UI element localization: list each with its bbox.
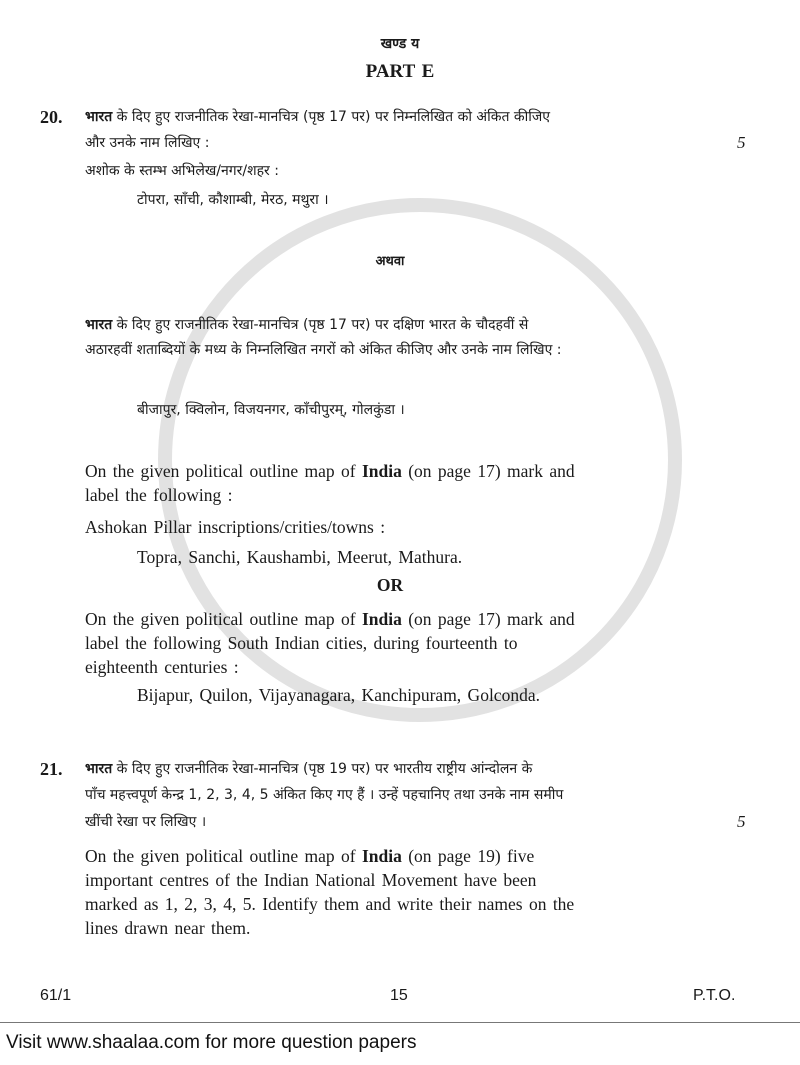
- q20-english-line3: Ashokan Pillar inscriptions/crities/towns :: [85, 517, 386, 537]
- q21-english-line3: marked as 1, 2, 3, 4, 5. Identify them and write their names on the: [85, 894, 575, 914]
- paper-code: 61/1: [40, 987, 72, 1004]
- marks: 5: [737, 812, 746, 831]
- q21-hindi-line1: भारत के दिए हुए राजनीतिक रेखा-मानचित्र (पृष्ठ 19 पर) पर भारतीय राष्ट्रीय आंन्दोलन के: [85, 761, 533, 777]
- marks: 5: [737, 133, 746, 152]
- q20-english-places: Topra, Sanchi, Kaushambi, Meerut, Mathura.: [137, 547, 463, 567]
- q21-hindi-line3: खींची रेखा पर लिखिए ।: [85, 814, 207, 830]
- question-number: 20.: [40, 107, 63, 127]
- q20-english-line1: On the given political outline map of India (on page 17) mark and: [85, 461, 575, 481]
- question-number: 21.: [40, 759, 63, 779]
- page-number: 15: [390, 987, 408, 1004]
- q21-hindi-line2: पाँच महत्त्वपूर्ण केन्द्र 1, 2, 3, 4, 5 अंकित किए गए हैं । उन्हें पहचानिए तथा उनके नाम समीप: [85, 787, 564, 803]
- q20-alt-english-cities: Bijapur, Quilon, Vijayanagara, Kanchipuram, Golconda.: [137, 685, 540, 705]
- q20-hindi-line3: अशोक के स्तम्भ अभिलेख/नगर/शहर :: [85, 163, 279, 179]
- or-hindi: अथवा: [375, 254, 405, 269]
- section-title-english: PART E: [365, 61, 435, 82]
- section-title-hindi: खण्ड य: [380, 36, 420, 52]
- q20-alt-hindi-line1: भारत के दिए हुए राजनीतिक रेखा-मानचित्र (पृष्ठ 17 पर) पर दक्षिण भारत के चौदहवीं से: [85, 317, 529, 333]
- shaalaa-banner-link[interactable]: Visit www.shaalaa.com for more question papers: [6, 1032, 417, 1053]
- q20-alt-english-line3: eighteenth centuries :: [85, 657, 239, 677]
- q20-hindi-places: टोपरा, साँची, कौशाम्बी, मेरठ, मथुरा ।: [137, 192, 329, 208]
- q21-english-line4: lines drawn near them.: [85, 918, 251, 938]
- q21-english-line2: important centres of the Indian National Movement have been: [85, 870, 537, 890]
- q20-alt-hindi-cities: बीजापुर, क्विलोन, विजयनगर, काँचीपुरम्, गोलकुंडा ।: [137, 402, 405, 418]
- q20-english-line2: label the following :: [85, 485, 233, 505]
- pto-label: P.T.O.: [693, 987, 736, 1004]
- q20-alt-hindi-line2: अठारहवीं शताब्दियों के मध्य के निम्नलिखित नगरों को अंकित कीजिए और उनके नाम लिखिए :: [85, 342, 562, 358]
- q21-english-line1: On the given political outline map of India (on page 19) five: [85, 846, 535, 866]
- or-english: OR: [376, 575, 404, 595]
- q20-alt-english-line1: On the given political outline map of India (on page 17) mark and: [85, 609, 575, 629]
- divider: [0, 1022, 800, 1023]
- q20-alt-english-line2: label the following South Indian cities, during fourteenth to: [85, 633, 518, 653]
- q20-hindi-line2: और उनके नाम लिखिए :: [85, 135, 210, 151]
- q20-hindi-line1: भारत के दिए हुए राजनीतिक रेखा-मानचित्र (पृष्ठ 17 पर) पर निम्नलिखित को अंकित कीजिए: [85, 109, 551, 125]
